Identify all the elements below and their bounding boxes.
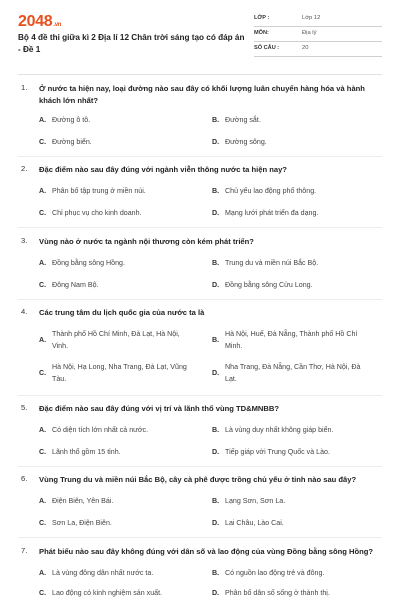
option-letter: C. [39,138,47,146]
option-text: Phân bố tập trung ở miền núi. [52,187,146,195]
option-text: Chủ yếu lao động phổ thông. [225,187,317,195]
option-text: Mạng lưới phát triển đa dạng. [225,209,319,217]
logo-suffix: .vn [53,22,62,28]
option-letter: D. [212,519,220,527]
option-text-line-1: Thành phố Hồ Chí Minh, Đà Lạt, Hà Nội, [52,330,180,338]
option-text: Là vùng đông dân nhất nước ta. [52,569,154,577]
header-divider [18,74,382,75]
option-letter: A. [39,497,47,505]
option-text: Đường biển. [52,138,92,146]
document-title: Bộ 4 đề thi giữa kì 2 Địa lí 12 Chân trời sáng tạo có đáp án - Đề 1 [18,33,245,54]
question-text: Phát biểu nào sau đây không đúng với dân số và lao động của vùng Đồng bằng sông Hồng? [39,547,374,556]
exam-meta [254,12,382,57]
option-letter: C. [39,209,47,217]
option-letter: C. [39,281,47,289]
meta-subject-label: MÔN: [254,30,269,36]
option-letter: C. [39,519,47,527]
question-number: 5. [21,403,28,412]
option-letter: D. [212,281,220,289]
option-text: Lai Châu, Lào Cai. [225,519,284,527]
option-letter: D. [212,448,220,456]
option-letter: D. [212,589,220,597]
option-letter: A. [39,259,47,267]
question-divider [18,156,382,157]
question-text: Các trung tâm du lịch quốc gia của nước ta là [39,308,205,317]
option-text: Điện Biên, Yên Bái. [52,497,114,505]
option-letter: A. [39,187,47,195]
question-number: 3. [21,236,28,245]
option-letter: B. [212,116,220,124]
question-divider [18,395,382,396]
question-text: Vùng nào ở nước ta ngành nội thương còn kém phát triển? [39,237,254,246]
option-letter: C. [39,589,47,597]
option-text: Trung du và miền núi Bắc Bộ. [225,259,319,267]
question-text: Vùng Trung du và miền núi Bắc Bộ, cây cà phê được trồng chủ yếu ở tỉnh nào sau đây? [39,475,357,484]
option-text-line-2: Lạt. [225,375,237,383]
option-letter: B. [212,569,220,577]
question-text: Đặc điểm nào sau đây đúng với vị trí và lãnh thổ vùng TD&MNBB? [39,404,279,413]
site-logo[interactable] [18,13,61,31]
option-text: Lao động có kinh nghiệm sản xuất. [52,589,163,597]
option-text-line-1: Hà Nội, Huế, Đà Nẵng, Thành phố Hồ Chí [225,330,358,338]
meta-grade-value: Lớp 12 [302,15,321,21]
option-text: Đường sắt. [225,116,261,124]
option-text: Đồng bằng sông Cửu Long. [225,281,313,289]
option-letter: B. [212,336,220,344]
option-letter: C. [39,369,47,377]
option-letter: B. [212,426,220,434]
option-letter: B. [212,497,220,505]
option-text-line-1: Nha Trang, Đà Nẵng, Cần Thơ, Hà Nội, Đà [225,363,361,371]
option-text: Đường ô tô. [52,116,91,124]
meta-count-label: SỐ CÂU : [254,45,280,51]
logo-text: 2048 [18,13,53,30]
question-text: Ở nước ta hiện nay, loại đường nào sau đây có khối lượng luân chuyển hàng hóa và hành khách lớn nhất? [39,84,365,105]
option-text: Là vùng duy nhất không giáp biển. [225,426,334,434]
option-text: Lãnh thổ gồm 15 tỉnh. [52,448,121,456]
meta-count-value: 20 [302,45,309,51]
question-number: 2. [21,164,28,173]
question-number: 6. [21,474,28,483]
question-number: 1. [21,83,28,92]
option-text: Sơn La, Điện Biên. [52,519,112,527]
option-letter: D. [212,369,220,377]
option-letter: D. [212,138,220,146]
option-text: Đường sông. [225,138,267,146]
question-number: 4. [21,307,28,316]
header [18,10,382,72]
question-number: 7. [21,546,28,555]
meta-grade-label: LỚP : [254,15,270,21]
meta-subject-row [254,27,382,42]
option-text-line-2: Minh. [225,342,243,350]
question-divider [18,537,382,538]
option-text: Có nguồn lao động trẻ và đông. [225,569,325,577]
question-text: Đặc điểm nào sau đây đúng với ngành viễn thông nước ta hiện nay? [39,165,287,174]
option-letter: C. [39,448,47,456]
question-divider [18,466,382,467]
option-text-line-1: Hà Nội, Hạ Long, Nha Trang, Đà Lạt, Vũng [52,363,187,371]
option-text: Tiếp giáp với Trung Quốc và Lào. [225,448,330,456]
option-letter: D. [212,209,220,217]
option-text: Phân bố dân số sống ở thành thị. [225,589,330,597]
option-text: Đông Nam Bộ. [52,281,99,289]
option-letter: A. [39,116,47,124]
option-text: Đồng bằng sông Hồng. [52,259,125,267]
meta-grade-row [254,12,382,27]
option-letter: B. [212,259,220,267]
option-letter: B. [212,187,220,195]
option-text: Lạng Sơn, Sơn La. [225,497,286,505]
option-letter: A. [39,336,47,344]
option-text: Chỉ phục vụ cho kinh doanh. [52,209,142,217]
option-text-line-2: Vinh. [52,342,69,350]
question-divider [18,227,382,228]
meta-subject-value: Địa lý [302,30,317,36]
option-text: Có diện tích lớn nhất cả nước. [52,426,149,434]
option-letter: A. [39,426,47,434]
option-text-line-2: Tàu. [52,375,67,383]
question-divider [18,299,382,300]
meta-count-row [254,42,382,57]
option-letter: A. [39,569,47,577]
